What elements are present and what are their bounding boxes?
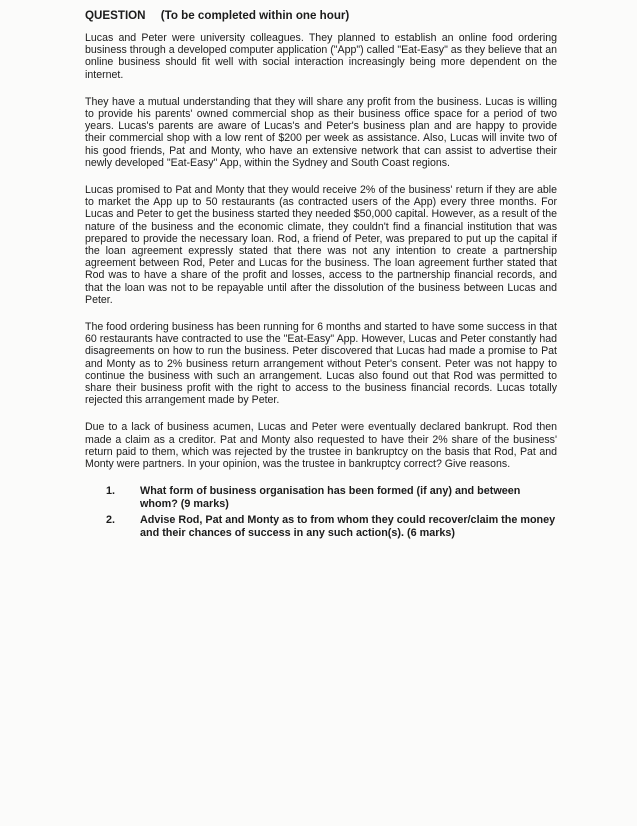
question-item bbox=[85, 514, 557, 539]
paragraph-disagreements: The food ordering business has been running for 6 months and started to have some success in that 60 restaurants have contracted to use the "Eat-Easy" App. However, Lucas and Peter constantly had disagreements on how to run the business. Peter discovered that Lucas had made a promise to Pat and Monty as to 2% business return arrangement without Peter's consent. Peter was not happy to continue the business with such an arrangement. Lucas also found out that Rod was permitted to share their business profit with the right to access to the business financial records. Lucas totally rejected this arrangement made by Peter. bbox=[85, 321, 557, 407]
question-text: Advise Rod, Pat and Monty as to from whom they could recover/claim the money and their chances of success in any such action(s). (6 marks) bbox=[140, 514, 556, 539]
paragraph-profit-sharing: They have a mutual understanding that they will share any profit from the business. Lucas is willing to provide his parents' owned commercial shop as their business office space for a period of two years. Lucas's parents are aware of Lucas's and Peter's business plan and are happy to provide their commercial shop with a low rent of $200 per week as assistance. Also, Lucas will invite two of his good friends, Pat and Monty, who have an extensive network that can assist to advertise their newly developed "Eat-Easy" App, within the Sydney and South Coast regions. bbox=[85, 95, 557, 169]
paragraph-loan-agreement: Lucas promised to Pat and Monty that they would receive 2% of the business' return if they are able to market the App up to 50 restaurants (as contracted users of the App) every three months. For Lucas and Peter to get the business started they needed $50,000 capital. However, as a result of the nature of the business and the economic climate, they couldn't find a financial institution that was prepared to provide the necessary loan. Rod, a friend of Peter, was prepared to put up the capital if the loan agreement expressly stated that there was not any intention to create a partnership agreement between Rod, Peter and Lucas for the business. The loan agreement further stated that Rod was to have a share of the profit and losses, access to the partnership financial records, and that the loan was not to be repayable until after the dissolution of the business between Lucas and Peter. bbox=[85, 184, 557, 306]
question-text: What form of business organisation has been formed (if any) and between whom? (9 marks) bbox=[140, 485, 521, 510]
question-heading bbox=[85, 8, 557, 23]
time-limit-note: (To be completed within one hour) bbox=[160, 9, 350, 22]
paragraph-intro: Lucas and Peter were university colleagues. They planned to establish an online food ordering business through a developed computer application ("App") called "Eat-Easy" as they believe that an online business should fit well with social interaction increasingly being more dependent on the internet. bbox=[85, 32, 557, 81]
question-label: QUESTION bbox=[85, 9, 146, 22]
question-item bbox=[85, 485, 557, 510]
question-sheet bbox=[85, 8, 557, 543]
question-list bbox=[85, 485, 557, 539]
question-number: 1. bbox=[106, 485, 116, 498]
question-number: 2. bbox=[106, 514, 116, 527]
paragraph-bankruptcy: Due to a lack of business acumen, Lucas and Peter were eventually declared bankrupt. Rod then made a claim as a creditor. Pat and Monty also requested to have their 2% share of the business' return paid to them, which was rejected by the trustee in bankruptcy on the basis that Rod, Pat and Monty were partners. In your opinion, was the trustee in bankruptcy correct? Give reasons. bbox=[85, 421, 557, 471]
